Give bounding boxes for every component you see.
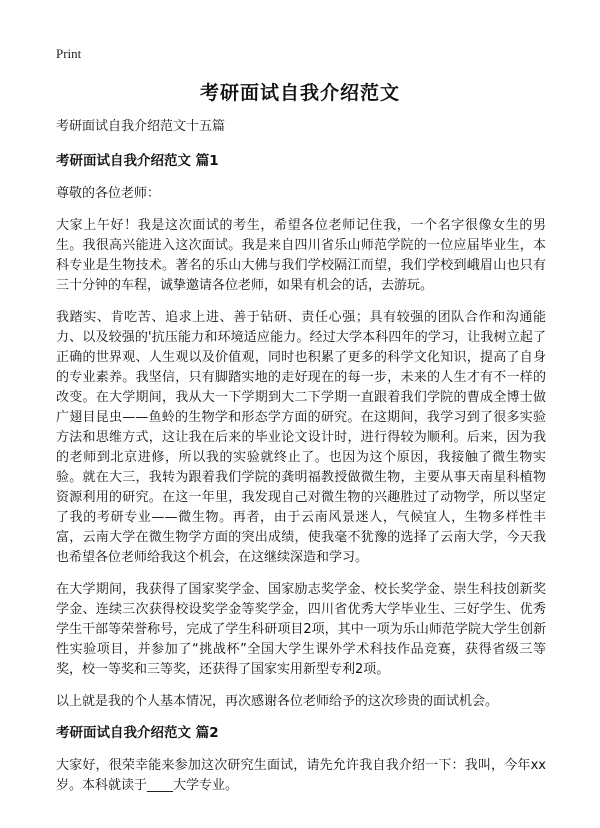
paragraph: 大家好，很荣幸能来参加这次研究生面试，请先允许我自我介绍一下：我叫，今年xx岁。本科就读于____大学专业。	[56, 758, 546, 793]
page-title: 考研面试自我介绍范文	[199, 82, 400, 104]
paragraph: 尊敬的各位老师：	[56, 186, 161, 201]
article-body	[56, 118, 546, 808]
paragraph: 在大学期间，我获得了国家奖学金、国家励志奖学金、校长奖学金、崇生科技创新奖学金、连续三次获得校设奖学金等奖学金，四川省优秀大学毕业生、三好学生、优秀学生干部等荣誉称号，完成了学生科研项目2项，其中一项为乐山师范学院大学生创新性实验项目，并参加了“挑战杯”全国大学生课外学术科技作品竞赛，获得省级三等奖，校一等奖和三等奖，还获得了国家实用新型专利2项。	[56, 582, 546, 677]
print-link[interactable]: Print	[56, 46, 82, 61]
paragraph: 大家上午好！我是这次面试的考生，希望各位老师记住我，一个名字很像女生的男生。我很高兴能进入这次面试。我是来自四川省乐山师范学院的一位应届毕业生，本科专业是生物技术。著名的乐山大佛与我们学校隔江而望，我们学校到峨眉山也只有三十分钟的车程，诚挚邀请各位老师，如果有机会的话，去游玩。	[56, 218, 546, 293]
section-heading-1: 考研面试自我介绍范文 篇1	[56, 153, 219, 169]
paragraph: 以上就是我的个人基本情况，再次感谢各位老师给予的这次珍贵的面试机会。	[56, 694, 499, 709]
section-heading-2: 考研面试自我介绍范文 篇2	[56, 725, 219, 741]
document-subtitle: 考研面试自我介绍范文十五篇	[56, 119, 226, 134]
paragraph: 我踏实、肯吃苦、追求上进、善于钻研、责任心强；具有较强的团队合作和沟通能力、以及较强的'抗压能力和环境适应能力。经过大学本科四年的学习，让我树立起了正确的世界观、人生观以及价值观，同时也积累了更多的科学文化知识，提高了自身的专业素养。我坚信，只有脚踏实地的走好现在的每一步，未来的人生才有不一样的改变。在大学期间，我从大一下学期到大二下学期一直跟着我们学院的曹成全博士做广翅目昆虫——鱼蛉的生物学和形态学方面的研究。在这期间，我学习到了很多实验方法和思维方式，这让我在后来的毕业论文设计时，进行得较为顺利。后来，因为我的老师到北京进修，所以我的实验就终止了。也因为这个原因，我接触了微生物实验。就在大三，我转为跟着我们学院的龚明福教授做微生物，主要从事天南星科植物资源利用的研究。在这一年里，我发现自己对微生物的兴趣胜过了动物学，所以坚定了我的考研专业——微生物。再者，由于云南风景迷人，气候宜人，生物多样性丰富，云南大学在微生物学方面的突出成绩，使我毫不犹豫的选择了云南大学，今天我也希望各位老师给我这个机会，在这继续深造和学习。	[56, 310, 546, 565]
